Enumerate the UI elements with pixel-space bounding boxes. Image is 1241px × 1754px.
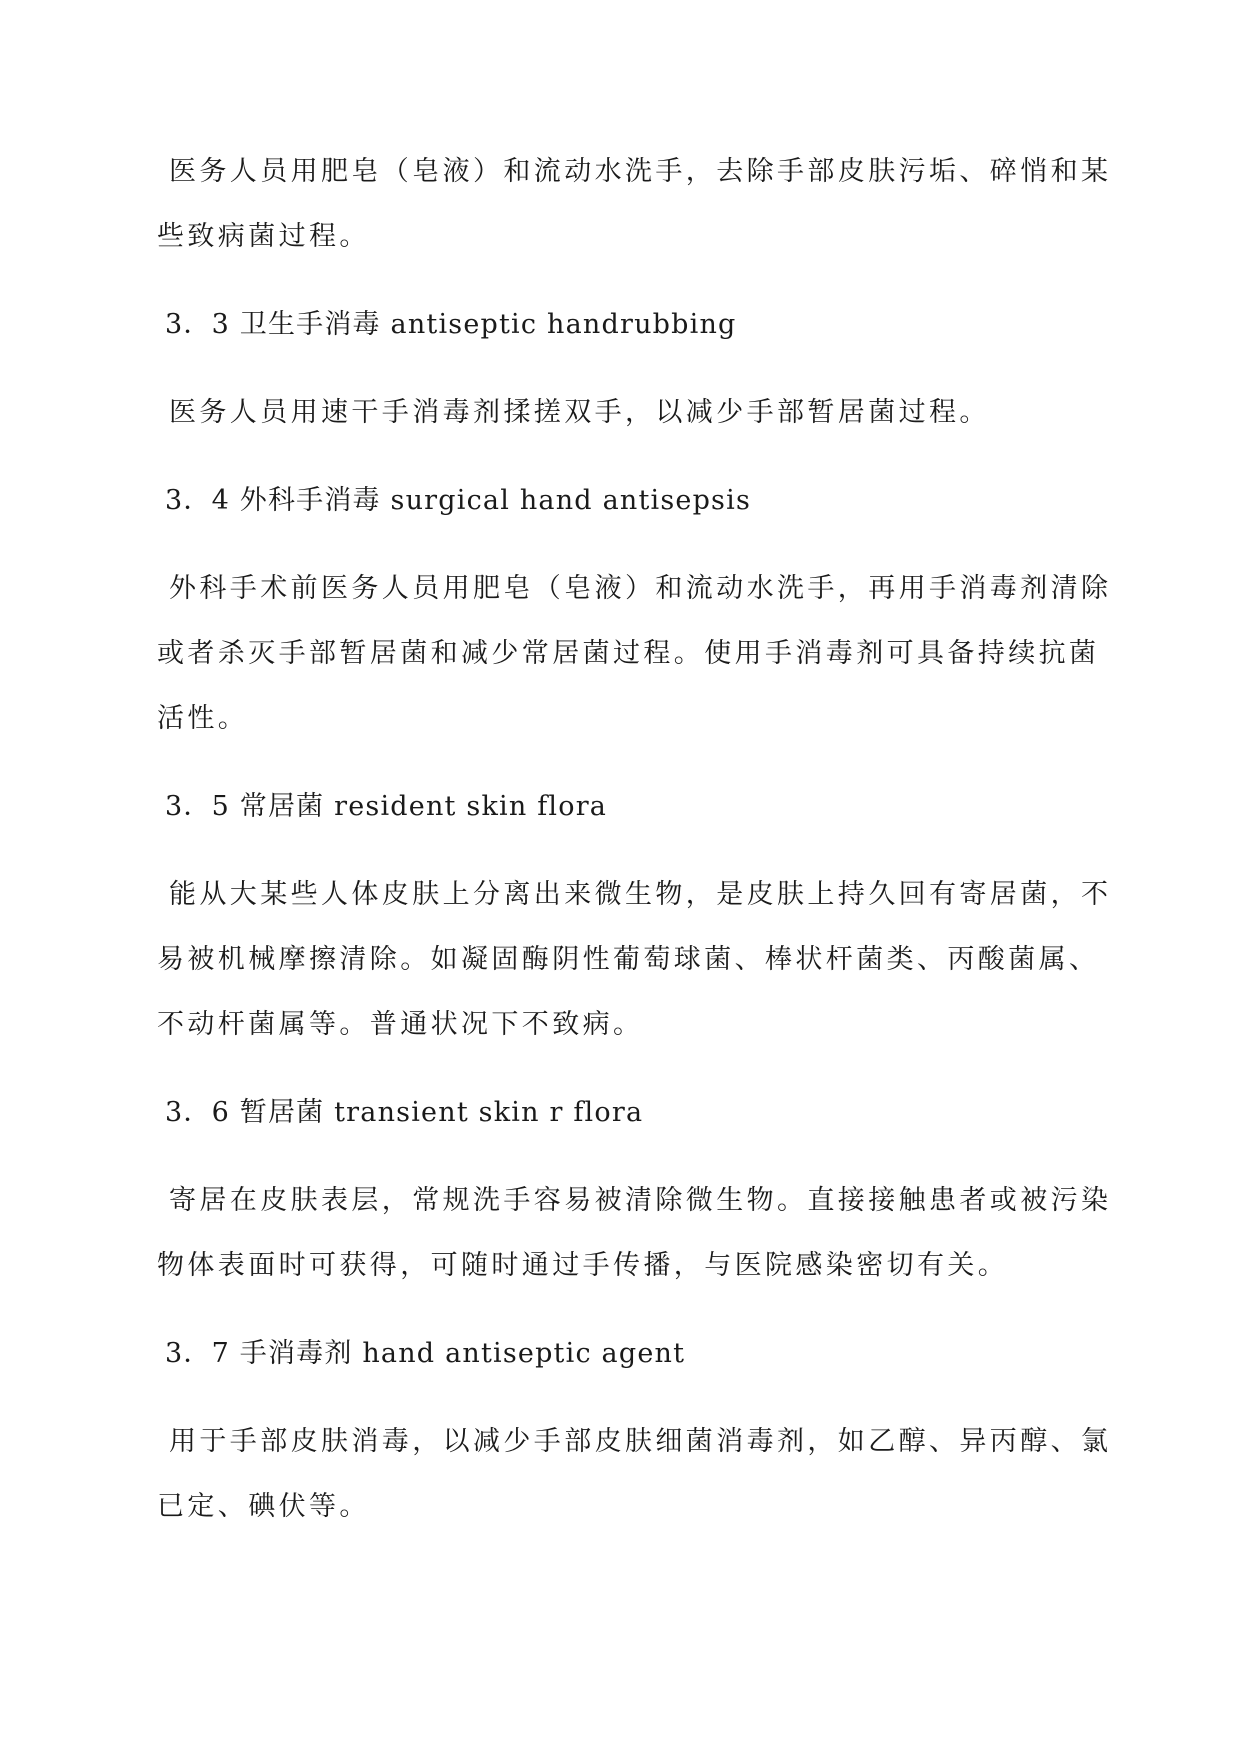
paragraph-line: 或者杀灭手部暂居菌和减少常居菌过程。使用手消毒剂可具备持续抗菌 xyxy=(157,638,1100,669)
paragraph-resident-skin-flora xyxy=(157,879,1112,1040)
paragraph-line: 医务人员用速干手消毒剂揉搓双手，以减少手部暂居菌过程。 xyxy=(169,397,990,428)
section-heading: 3．4 外科手消毒 surgical hand antisepsis xyxy=(165,485,752,516)
paragraph-line: 活性。 xyxy=(157,703,249,734)
paragraph-line: 能从大某些人体皮肤上分离出来微生物，是皮肤上持久回有寄居菌，不 xyxy=(169,879,1112,910)
section-heading: 3．6 暂居菌 transient skin r flora xyxy=(165,1097,644,1128)
section-heading: 3．3 卫生手消毒 antiseptic handrubbing xyxy=(165,309,737,340)
heading-3-5 xyxy=(157,793,1077,820)
paragraph-transient-skin-flora xyxy=(157,1185,1112,1281)
paragraph-line: 物体表面时可获得，可随时通过手传播，与医院感染密切有关。 xyxy=(157,1250,1009,1281)
paragraph-line: 用于手部皮肤消毒，以减少手部皮肤细菌消毒剂，如乙醇、异丙醇、氯 xyxy=(169,1426,1112,1457)
section-heading: 3．7 手消毒剂 hand antiseptic agent xyxy=(165,1338,686,1369)
paragraph-line: 些致病菌过程。 xyxy=(157,221,370,252)
paragraph-handwashing-definition xyxy=(157,156,1112,252)
paragraph-hand-antiseptic-agent xyxy=(157,1426,1112,1522)
paragraph-surgical-hand-antisepsis xyxy=(157,573,1112,734)
paragraph-line: 易被机械摩擦清除。如凝固酶阴性葡萄球菌、棒状杆菌类、丙酸菌属、 xyxy=(157,944,1100,975)
heading-3-4 xyxy=(157,487,1077,514)
paragraph-line: 寄居在皮肤表层，常规洗手容易被清除微生物。直接接触患者或被污染 xyxy=(169,1185,1112,1216)
paragraph-line: 已定、碘伏等。 xyxy=(157,1491,370,1522)
section-heading: 3．5 常居菌 resident skin flora xyxy=(165,791,608,822)
heading-3-7 xyxy=(157,1340,1077,1367)
paragraph-line: 外科手术前医务人员用肥皂（皂液）和流动水洗手，再用手消毒剂清除 xyxy=(169,573,1112,604)
paragraph-line: 不动杆菌属等。普通状况下不致病。 xyxy=(157,1009,644,1040)
heading-3-3 xyxy=(157,311,1077,338)
document-body xyxy=(157,156,1112,1522)
paragraph-antiseptic-handrubbing xyxy=(157,399,1077,426)
paragraph-line: 医务人员用肥皂（皂液）和流动水洗手，去除手部皮肤污垢、碎悄和某 xyxy=(169,156,1112,187)
heading-3-6 xyxy=(157,1099,1077,1126)
